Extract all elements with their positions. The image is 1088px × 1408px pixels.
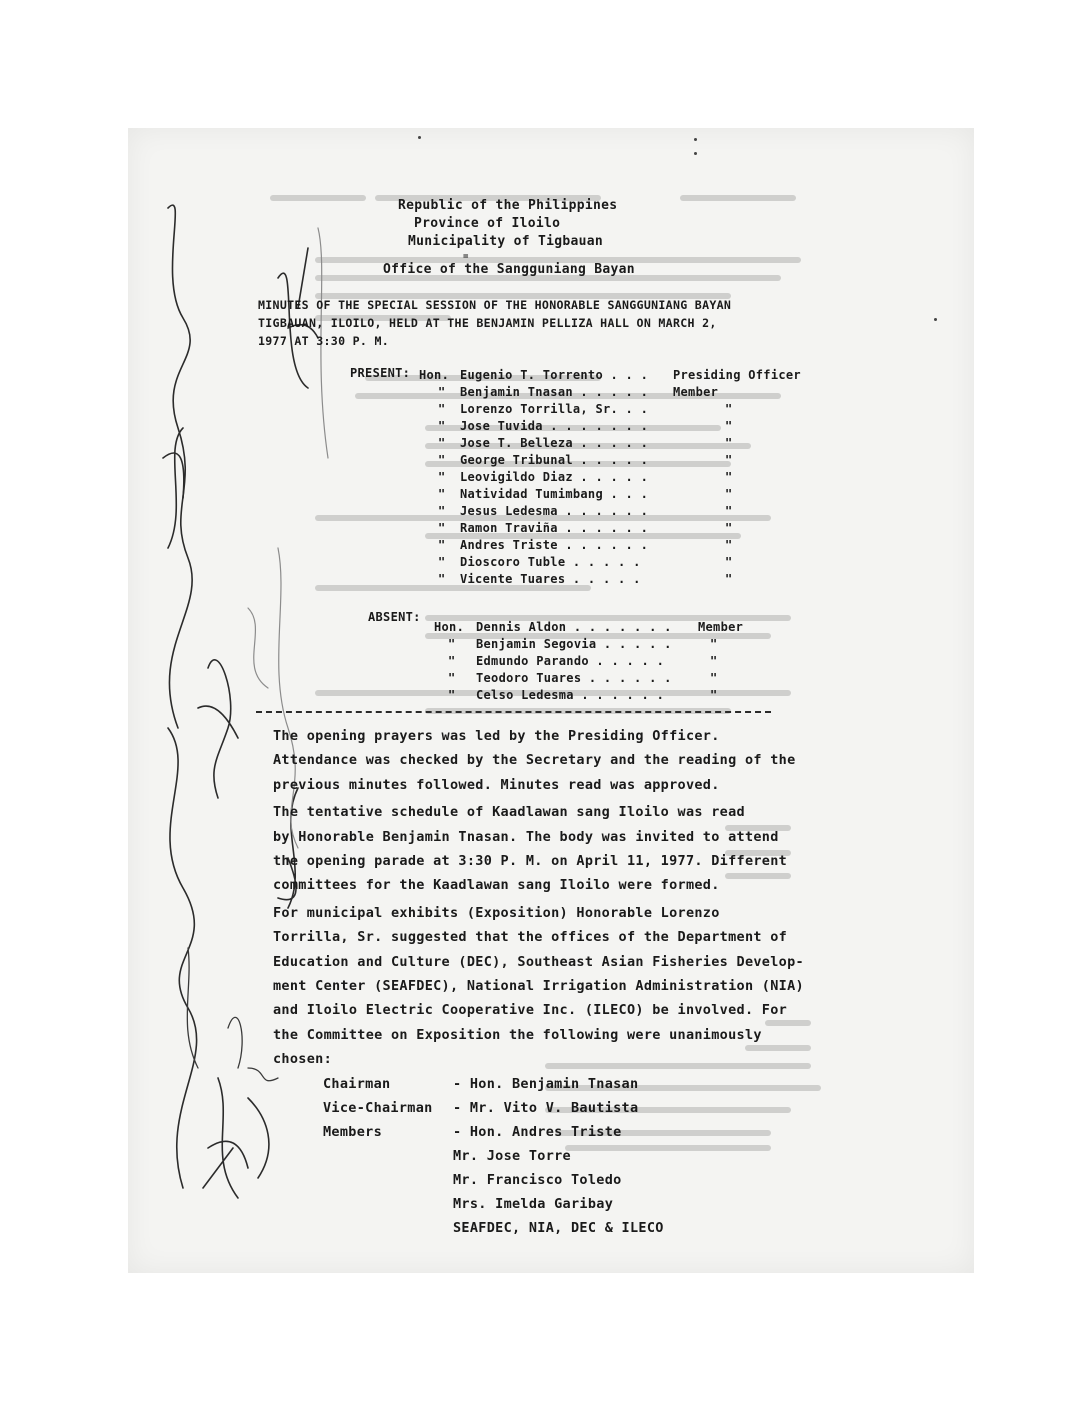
minutes-paragraph-line: and Iloilo Electric Cooperative Inc. (ILECO) be involved. For <box>273 1002 788 1019</box>
minutes-paragraph-line: Attendance was checked by the Secretary and the reading of the <box>273 752 796 769</box>
minutes-paragraph-line: For municipal exhibits (Exposition) Honorable Lorenzo <box>273 904 720 921</box>
present-label: PRESENT: <box>350 366 411 380</box>
attendee-prefix: " <box>448 654 456 668</box>
attendee-prefix: Hon. <box>419 368 450 382</box>
present-member-name: Jesus Ledesma . . . . . . <box>460 504 649 518</box>
absent-member-name: Benjamin Segovia . . . . . <box>476 637 672 651</box>
committee-member: Mrs. Imelda Garibay <box>453 1196 614 1212</box>
attendee-prefix: " <box>438 504 446 518</box>
present-member-role: " <box>725 419 733 433</box>
minutes-paragraph-line: the opening parade at 3:30 P. M. on April 11, 1977. Different <box>273 853 788 869</box>
minutes-paragraph-line: Torrilla, Sr. suggested that the offices of the Department of <box>273 929 788 946</box>
present-member-role: " <box>725 402 733 416</box>
absent-member-name: Teodoro Tuares . . . . . . <box>476 671 672 685</box>
present-member-name: Lorenzo Torrilla, Sr. . . <box>460 402 649 416</box>
present-member-role: Member <box>673 385 719 399</box>
present-member-name: Leovigildo Diaz . . . . . <box>460 470 649 484</box>
committee-role: Chairman <box>323 1076 391 1092</box>
present-member-name: Benjamin Tnasan . . . . . <box>460 385 649 399</box>
committee-member: - Hon. Andres Triste <box>453 1124 622 1140</box>
present-member-name: Jose T. Belleza . . . . . <box>460 436 649 450</box>
present-member-name: Jose Tuvida . . . . . . . <box>460 419 649 433</box>
present-member-role: " <box>725 470 733 484</box>
attendee-prefix: " <box>438 402 446 416</box>
present-member-role: " <box>725 504 733 518</box>
absent-member-role: " <box>710 637 718 651</box>
present-member-role: " <box>725 453 733 467</box>
present-member-name: Dioscoro Tuble . . . . . <box>460 555 641 569</box>
committee-role: Members <box>323 1124 382 1140</box>
minutes-paragraph-line: The opening prayers was led by the Presiding Officer. <box>273 728 720 744</box>
present-member-role: Presiding Officer <box>673 368 801 382</box>
present-member-role: " <box>725 521 733 535</box>
minutes-paragraph-line: committees for the Kaadlawan sang Iloilo were formed. <box>273 877 720 894</box>
speck <box>694 138 697 141</box>
attendee-prefix: " <box>438 487 446 501</box>
present-member-name: Andres Triste . . . . . . <box>460 538 649 552</box>
attendee-prefix: " <box>438 555 446 569</box>
committee-member: - Hon. Benjamin Tnasan <box>453 1076 639 1092</box>
speck <box>694 152 697 155</box>
attendee-prefix: " <box>438 538 446 552</box>
committee-role: Vice-Chairman <box>323 1100 433 1116</box>
absent-member-role: " <box>710 688 718 702</box>
present-member-name: Natividad Tumimbang . . . <box>460 487 649 501</box>
absent-member-name: Dennis Aldon . . . . . . . <box>476 620 672 634</box>
absent-member-role: " <box>710 671 718 685</box>
minutes-paragraph-line: the Committee on Exposition the following were unanimously <box>273 1026 762 1043</box>
present-member-role: " <box>725 538 733 552</box>
attendee-prefix: " <box>438 521 446 535</box>
attendee-prefix: " <box>438 470 446 484</box>
absent-member-role: " <box>710 654 718 668</box>
committee-member: SEAFDEC, NIA, DEC & ILECO <box>453 1220 664 1236</box>
minutes-paragraph-line: The tentative schedule of Kaadlawan sang Iloilo was read <box>273 804 745 821</box>
committee-member: - Mr. Vito V. Bautista <box>453 1100 639 1116</box>
present-member-role: " <box>725 555 733 569</box>
attendee-prefix: " <box>438 436 446 450</box>
absent-member-role: Member <box>698 620 744 634</box>
minutes-title-line-3: 1977 AT 3:30 P. M. <box>258 334 390 348</box>
absent-member-name: Celso Ledesma . . . . . . <box>476 688 665 702</box>
attendee-prefix: " <box>438 453 446 467</box>
attendee-prefix: " <box>438 419 446 433</box>
document-page <box>128 128 974 1273</box>
attendee-prefix: " <box>448 637 456 651</box>
committee-member: Mr. Francisco Toledo <box>453 1172 622 1188</box>
attendee-prefix: " <box>438 572 446 586</box>
present-member-role: " <box>725 572 733 586</box>
attendee-prefix: " <box>438 385 446 399</box>
header-office: Office of the Sangguniang Bayan <box>383 262 635 277</box>
section-divider <box>256 711 771 713</box>
present-member-name: Vicente Tuares . . . . . <box>460 572 641 586</box>
present-member-name: Eugenio T. Torrento . . . <box>460 368 649 382</box>
minutes-paragraph-line: previous minutes followed. Minutes read was approved. <box>273 776 720 793</box>
attendee-prefix: Hon. <box>434 620 465 634</box>
absent-member-name: Edmundo Parando . . . . . <box>476 654 665 668</box>
speck <box>934 318 937 321</box>
minutes-paragraph-line: Education and Culture (DEC), Southeast Asian Fisheries Develop- <box>273 953 804 970</box>
minutes-title-line-1: MINUTES OF THE SPECIAL SESSION OF THE HONORABLE SANGGUNIANG BAYAN <box>258 298 732 312</box>
present-member-role: " <box>725 436 733 450</box>
speck <box>418 136 421 139</box>
absent-label: ABSENT: <box>368 610 421 624</box>
header-province: Province of Iloilo <box>414 216 561 231</box>
attendee-prefix: " <box>448 688 456 702</box>
attendee-prefix: " <box>448 671 456 685</box>
present-member-role: " <box>725 487 733 501</box>
present-member-name: George Tribunal . . . . . <box>460 453 649 467</box>
header-separator-mark: = <box>463 252 469 262</box>
minutes-paragraph-line: by Honorable Benjamin Tnasan. The body was invited to attend <box>273 828 779 845</box>
minutes-title-line-2: TIGBAUAN, ILOILO, HELD AT THE BENJAMIN PELLIZA HALL ON MARCH 2, <box>258 316 717 330</box>
header-republic: Republic of the Philippines <box>398 198 618 213</box>
minutes-paragraph-line: chosen: <box>273 1051 332 1068</box>
committee-member: Mr. Jose Torre <box>453 1148 571 1164</box>
header-municipality: Municipality of Tigbauan <box>408 234 604 249</box>
minutes-paragraph-line: ment Center (SEAFDEC), National Irrigation Administration (NIA) <box>273 978 804 994</box>
present-member-name: Ramon Traviña . . . . . . <box>460 521 649 535</box>
